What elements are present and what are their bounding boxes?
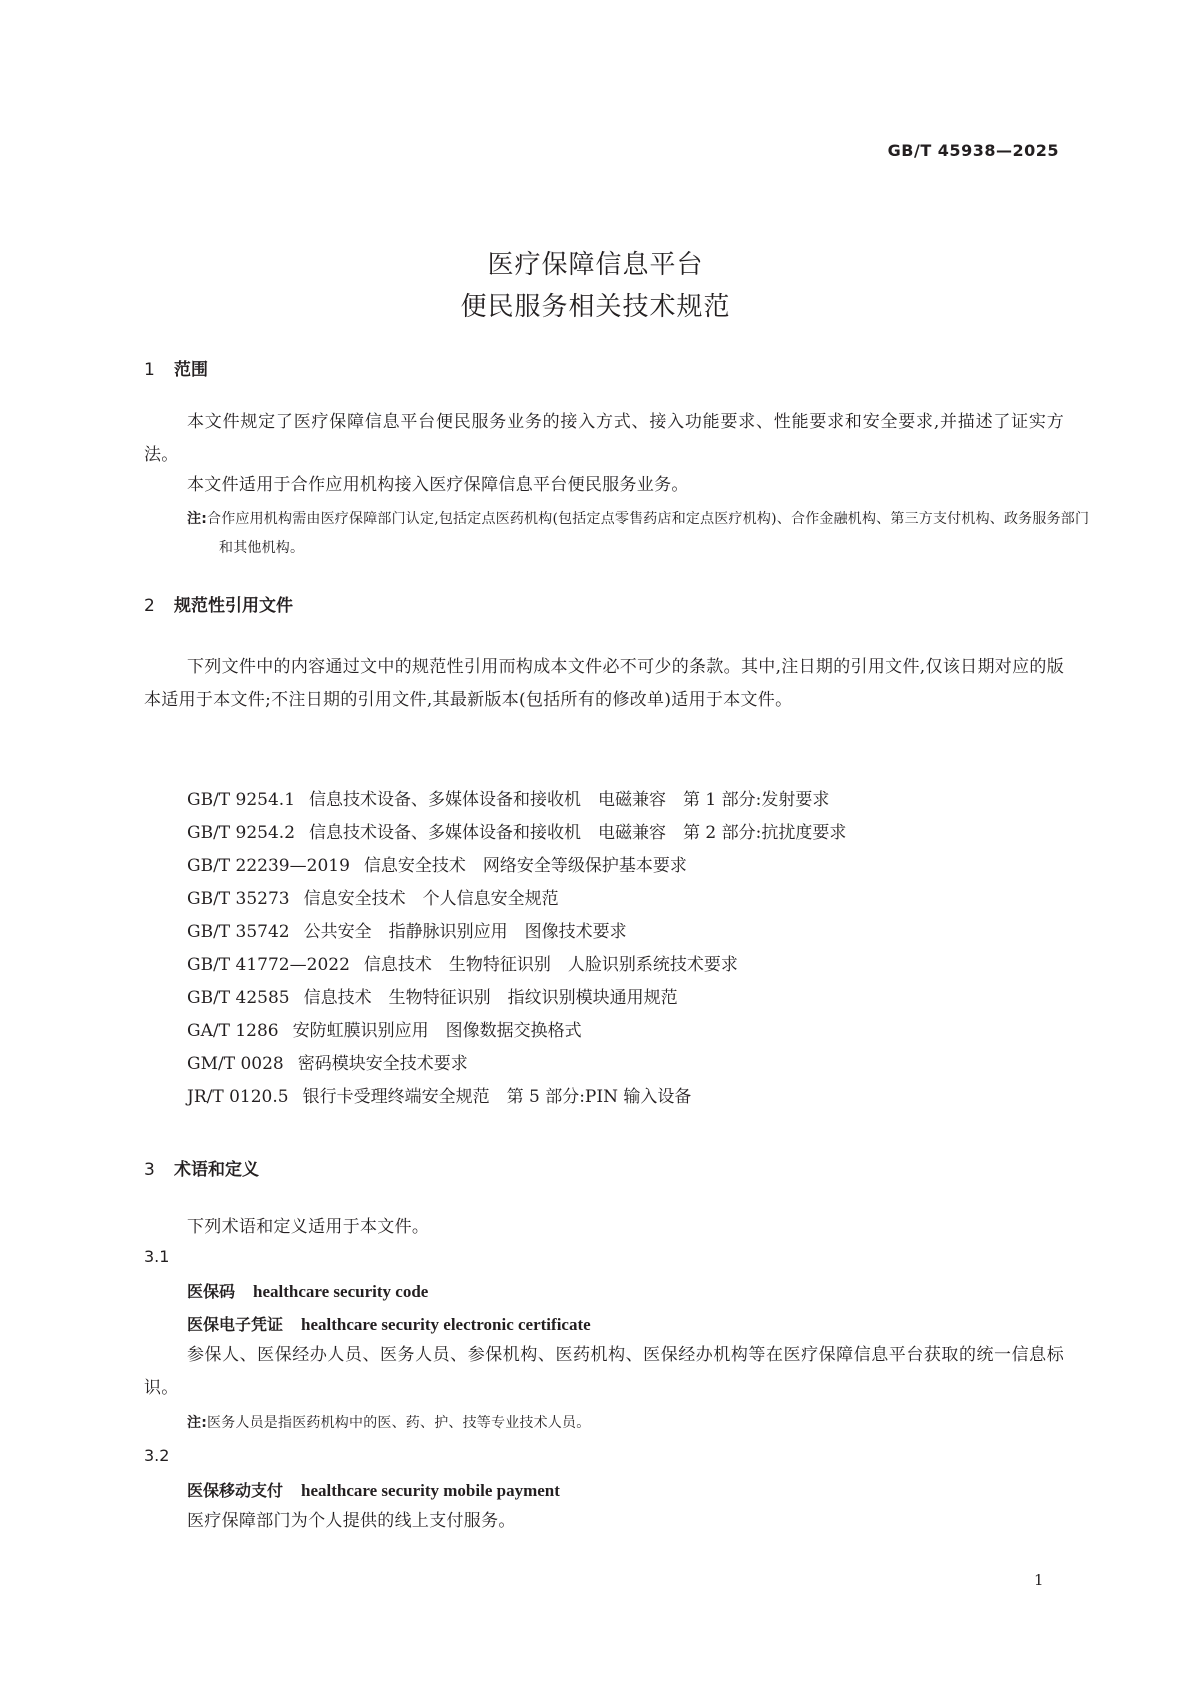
reference-title: 公共安全 指静脉识别应用 图像技术要求 xyxy=(303,922,627,942)
section-2-paragraph-1: 下列文件中的内容通过文中的规范性引用而构成本文件必不可少的条款。其中,注日期的引用文件,仅该日期对应的版本适用于本文件;不注日期的引用文件,其最新版本(包括所有的修改单)适用于本文件。 xyxy=(144,657,1064,710)
clause-3-1-number: 3.1 xyxy=(144,1247,170,1266)
section-number: 2 xyxy=(144,596,155,616)
section-3-paragraph-1: 下列术语和定义适用于本文件。 xyxy=(187,1217,430,1237)
section-number: 1 xyxy=(144,360,155,380)
term-en: healthcare security mobile payment xyxy=(301,1481,560,1500)
term-en: healthcare security code xyxy=(253,1282,429,1301)
clause-3-1-note xyxy=(187,1409,1096,1438)
clause-3-2-number: 3.2 xyxy=(144,1446,170,1465)
reference-title: 密码模块安全技术要求 xyxy=(297,1054,468,1074)
normative-references-list xyxy=(187,784,846,1114)
section-title: 规范性引用文件 xyxy=(174,596,293,616)
reference-code: GB/T 42585 xyxy=(187,988,290,1008)
reference-item xyxy=(187,850,846,883)
reference-code: GB/T 22239—2019 xyxy=(187,856,350,876)
section-1-note xyxy=(187,505,1096,563)
document-title-line2: 便民服务相关技术规范 xyxy=(460,292,731,322)
clause-3-2-definition: 医疗保障部门为个人提供的线上支付服务。 xyxy=(187,1511,516,1531)
section-title: 范围 xyxy=(174,360,208,380)
reference-item xyxy=(187,1048,846,1081)
section-number: 3 xyxy=(144,1160,155,1180)
reference-item xyxy=(187,784,846,817)
section-3-heading xyxy=(144,1155,259,1180)
document-title-line1: 医疗保障信息平台 xyxy=(487,250,704,280)
reference-item xyxy=(187,916,846,949)
note-label: 注: xyxy=(187,511,207,527)
reference-code: JR/T 0120.5 xyxy=(187,1087,289,1107)
section-title: 术语和定义 xyxy=(174,1160,259,1180)
term-zh: 医保移动支付 xyxy=(187,1481,284,1500)
section-1-paragraph-2: 本文件适用于合作应用机构接入医疗保障信息平台便民服务业务。 xyxy=(187,475,689,495)
note-text: 合作应用机构需由医疗保障部门认定,包括定点医药机构(包括定点零售药店和定点医疗机构)、合作金融机构、第三方支付机构、政务服务部门和其他机构。 xyxy=(207,511,1090,556)
page-number: 1 xyxy=(1034,1571,1044,1589)
reference-code: GB/T 9254.1 xyxy=(187,790,296,810)
reference-item xyxy=(187,949,846,982)
reference-title: 信息技术 生物特征识别 指纹识别模块通用规范 xyxy=(303,988,678,1008)
reference-item xyxy=(187,817,846,850)
reference-title: 信息安全技术 网络安全等级保护基本要求 xyxy=(363,856,687,876)
note-label: 注: xyxy=(187,1415,207,1431)
note-text: 医务人员是指医药机构中的医、药、护、技等专业技术人员。 xyxy=(207,1415,591,1431)
reference-title: 信息技术设备、多媒体设备和接收机 电磁兼容 第 1 部分:发射要求 xyxy=(309,790,830,810)
reference-title: 信息技术设备、多媒体设备和接收机 电磁兼容 第 2 部分:抗扰度要求 xyxy=(309,823,847,843)
reference-item xyxy=(187,982,846,1015)
reference-title: 信息技术 生物特征识别 人脸识别系统技术要求 xyxy=(363,955,738,975)
reference-item xyxy=(187,1081,846,1114)
section-2-heading xyxy=(144,591,293,616)
term-en: healthcare security electronic certificate xyxy=(301,1315,591,1334)
reference-code: GM/T 0028 xyxy=(187,1054,284,1074)
term-healthcare-security-electronic-certificate xyxy=(187,1312,591,1335)
reference-code: GB/T 35273 xyxy=(187,889,290,909)
term-healthcare-security-mobile-payment xyxy=(187,1478,560,1501)
section-1-paragraph-1: 本文件规定了医疗保障信息平台便民服务业务的接入方式、接入功能要求、性能要求和安全要求,并描述了证实方法。 xyxy=(144,412,1064,465)
term-zh: 医保码 xyxy=(187,1282,236,1301)
clause-3-1-definition: 参保人、医保经办人员、医务人员、参保机构、医药机构、医保经办机构等在医疗保障信息平台获取的统一信息标识。 xyxy=(144,1345,1064,1398)
reference-code: GB/T 41772—2022 xyxy=(187,955,350,975)
standard-number: GB/T 45938—2025 xyxy=(887,141,1059,160)
reference-title: 信息安全技术 个人信息安全规范 xyxy=(303,889,559,909)
reference-title: 银行卡受理终端安全规范 第 5 部分:PIN 输入设备 xyxy=(302,1087,692,1107)
term-healthcare-security-code xyxy=(187,1279,428,1302)
term-zh: 医保电子凭证 xyxy=(187,1315,284,1334)
section-1-heading xyxy=(144,355,208,380)
reference-item xyxy=(187,883,846,916)
reference-item xyxy=(187,1015,846,1048)
reference-title: 安防虹膜识别应用 图像数据交换格式 xyxy=(292,1021,582,1041)
reference-code: GB/T 35742 xyxy=(187,922,290,942)
reference-code: GA/T 1286 xyxy=(187,1021,279,1041)
reference-code: GB/T 9254.2 xyxy=(187,823,296,843)
